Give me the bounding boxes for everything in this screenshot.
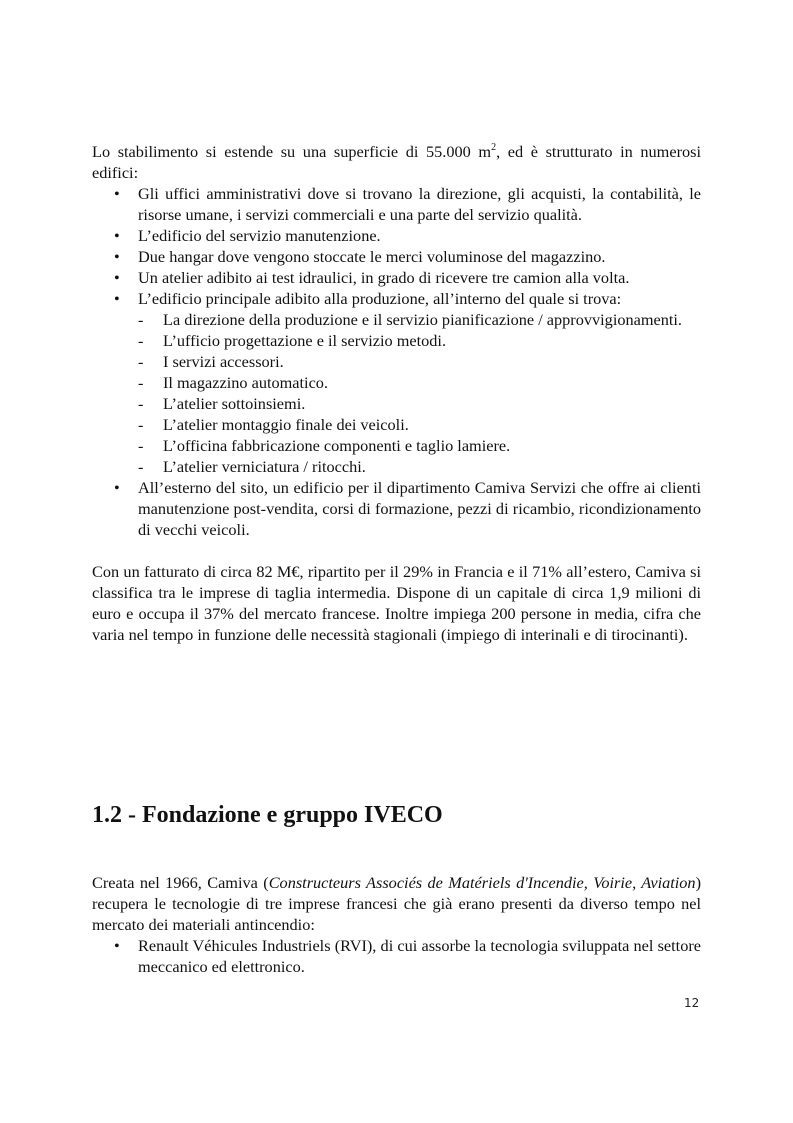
founding-text-start: Creata nel 1966, Camiva ( (92, 873, 269, 892)
list-item-text: Renault Véhicules Industriels (RVI), di cui assorbe la tecnologia sviluppata nel settore meccanico ed elettronico. (138, 936, 701, 976)
dash-icon: - (138, 457, 144, 476)
list-item (92, 288, 701, 477)
dash-icon: - (138, 415, 144, 434)
sub-list-item-text: L’officina fabbricazione componenti e taglio lamiere. (163, 436, 511, 455)
list-item-text: L’edificio principale adibito alla produzione, all’interno del quale si trova: (138, 289, 622, 308)
sub-list (138, 309, 701, 477)
list-item-text: L’edificio del servizio manutenzione. (138, 226, 381, 245)
bullet-icon: • (114, 289, 120, 308)
sub-list-item (138, 330, 701, 351)
sub-list-item (138, 351, 701, 372)
revenue-paragraph: Con un fatturato di circa 82 M€, ripartito per il 29% in Francia e il 71% all’estero, Camiva si classifica tra le imprese di taglia intermedia. Dispone di un capitale di circa 1,9 milioni di euro e occupa il 37% del mercato francese. Inoltre impiega 200 persone in media, cifra che varia nel tempo in funzione delle necessità stagionali (impiego di interinali e di tirocinanti). (92, 562, 701, 644)
list-item (92, 183, 701, 225)
bullet-icon: • (114, 936, 120, 955)
list-item (92, 246, 701, 267)
bullet-icon: • (114, 226, 120, 245)
sub-list-item-text: L’atelier sottoinsiemi. (163, 394, 306, 413)
founding-paragraph (92, 872, 701, 935)
page-body (92, 141, 701, 645)
list-item-text: Due hangar dove vengono stoccate le merci voluminose del magazzino. (138, 247, 606, 266)
sub-list-item (138, 456, 701, 477)
sub-list-item-text: L’atelier montaggio finale dei veicoli. (163, 415, 409, 434)
sub-list-item-text: L’atelier verniciatura / ritocchi. (163, 457, 366, 476)
intro-text: Lo stabilimento si estende su una superficie di 55.000 m (92, 142, 492, 161)
list-item-text: Gli uffici amministrativi dove si trovano la direzione, gli acquisti, la contabilità, le risorse umane, i servizi commerciali e una parte del servizio qualità. (138, 184, 701, 224)
sub-list-item (138, 372, 701, 393)
companies-list (92, 935, 701, 977)
dash-icon: - (138, 394, 144, 413)
sub-list-item (138, 435, 701, 456)
buildings-list (92, 183, 701, 540)
intro-text-end: , ed è strutturato in numerosi edifici: (92, 142, 701, 182)
sub-list-item-text: L’ufficio progettazione e il servizio metodi. (163, 331, 447, 350)
sub-list-item-text: La direzione della produzione e il servizio pianificazione / approvvigionamenti. (163, 310, 682, 329)
dash-icon: - (138, 436, 144, 455)
list-item-text: Un atelier adibito ai test idraulici, in grado di ricevere tre camion alla volta. (138, 268, 630, 287)
dash-icon: - (138, 331, 144, 350)
founding-text-italic: Constructeurs Associés de Matériels d'Incendie, Voirie, Aviation (268, 873, 696, 892)
bullet-icon: • (114, 478, 120, 497)
page-number: 12 (684, 996, 700, 1010)
list-item-text: All’esterno del sito, un edificio per il dipartimento Camiva Servizi che offre ai clienti manutenzione post-vendita, corsi di formazione, pezzi di ricambio, ricondizionamento di vecchi veicoli. (138, 478, 701, 539)
founding-text-end: ) recupera le tecnologie di tre imprese francesi che già erano presenti da diverso tempo nel mercato dei materiali antincendio: (92, 873, 701, 934)
list-item (92, 225, 701, 246)
sub-list-item (138, 414, 701, 435)
sub-list-item (138, 393, 701, 414)
bullet-icon: • (114, 268, 120, 287)
intro-paragraph (92, 141, 701, 183)
sub-list-item-text: Il magazzino automatico. (163, 373, 329, 392)
dash-icon: - (138, 352, 144, 371)
dash-icon: - (138, 373, 144, 392)
paragraph-spacer (92, 540, 701, 561)
dash-icon: - (138, 310, 144, 329)
bullet-icon: • (114, 247, 120, 266)
section-body (92, 872, 701, 977)
bullet-icon: • (114, 184, 120, 203)
list-item (92, 477, 701, 540)
sub-list-item (138, 309, 701, 330)
list-item (92, 267, 701, 288)
sub-list-item-text: I servizi accessori. (163, 352, 284, 371)
section-heading: 1.2 - Fondazione e gruppo IVECO (92, 802, 443, 828)
list-item (92, 935, 701, 977)
superscript: 2 (491, 142, 497, 153)
